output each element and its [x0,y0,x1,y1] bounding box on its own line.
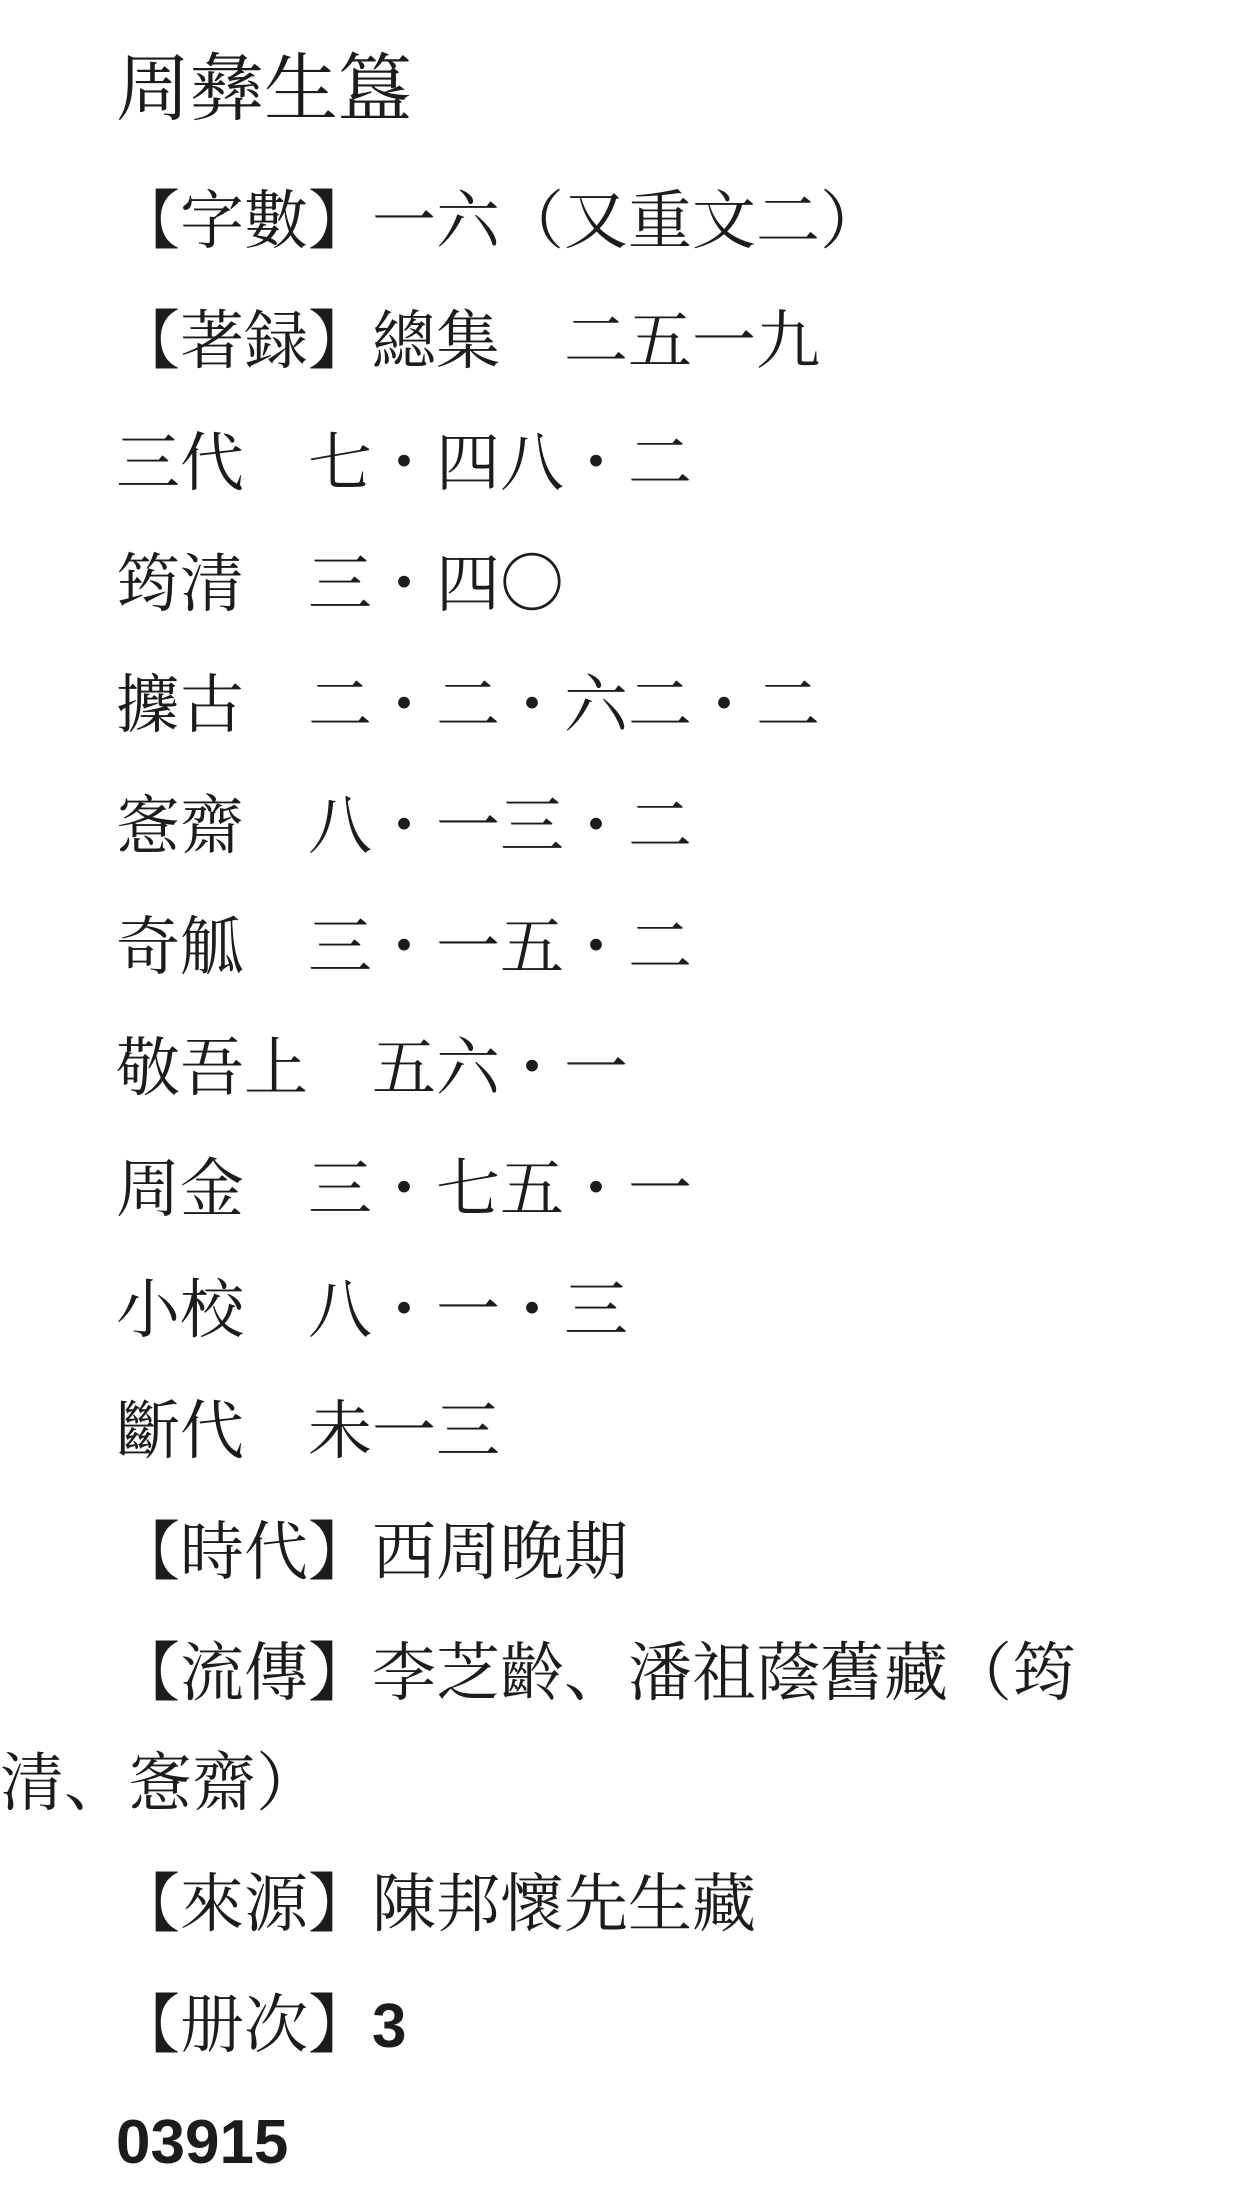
transmission-line: 【流傳】李芝齡、潘祖蔭舊藏（筠 [116,1637,1076,1711]
page-title: 周彝生簋 [116,46,412,132]
catalog-ref: 八・一・三 [308,1274,628,1348]
catalog-source: 愙齋 [116,790,244,864]
catalog-ref: 三・七五・一 [308,1153,692,1227]
transmission-line-continued: 清、愙齋） [0,1747,320,1821]
volume-label: 【册次】 [116,1989,372,2063]
catalog-ref: 三・四〇 [308,548,564,622]
catalog-ref: 二・二・六二・二 [308,669,820,743]
catalog-ref: 七・四八・二 [308,427,692,501]
catalog-entry [116,669,820,743]
catalog-ref: 三・一五・二 [308,911,692,985]
catalog-entry [116,790,692,864]
catalog-line: 【著録】總集 二五一九 [116,305,820,379]
catalog-entry [116,1153,692,1227]
catalog-entry [116,1395,500,1469]
record-number: 03915 [116,2108,289,2177]
catalog-entry [116,548,564,622]
catalog-source: 周金 [116,1153,244,1227]
catalog-ref: 五六・一 [372,1032,628,1106]
catalog-entry [116,911,692,985]
catalog-source: 攈古 [116,669,244,743]
period-line: 【時代】西周晚期 [116,1516,628,1590]
catalog-source: 小校 [116,1274,244,1348]
catalog-source: 三代 [116,427,244,501]
catalog-source: 敬吾上 [116,1032,308,1106]
catalog-ref: 未一三 [308,1395,500,1469]
catalog-ref: 八・一三・二 [308,790,692,864]
catalog-entry [116,1274,628,1348]
catalog-source: 斷代 [116,1395,244,1469]
origin-line: 【來源】陳邦懷先生藏 [116,1868,756,1942]
catalog-source: 筠清 [116,548,244,622]
char-count-line: 【字數】一六（又重文二） [116,185,884,259]
catalog-entry [116,427,692,501]
volume-line [116,1989,407,2063]
catalog-entry [116,1032,628,1106]
catalog-source: 奇觚 [116,911,244,985]
volume-value: 3 [372,1992,407,2061]
